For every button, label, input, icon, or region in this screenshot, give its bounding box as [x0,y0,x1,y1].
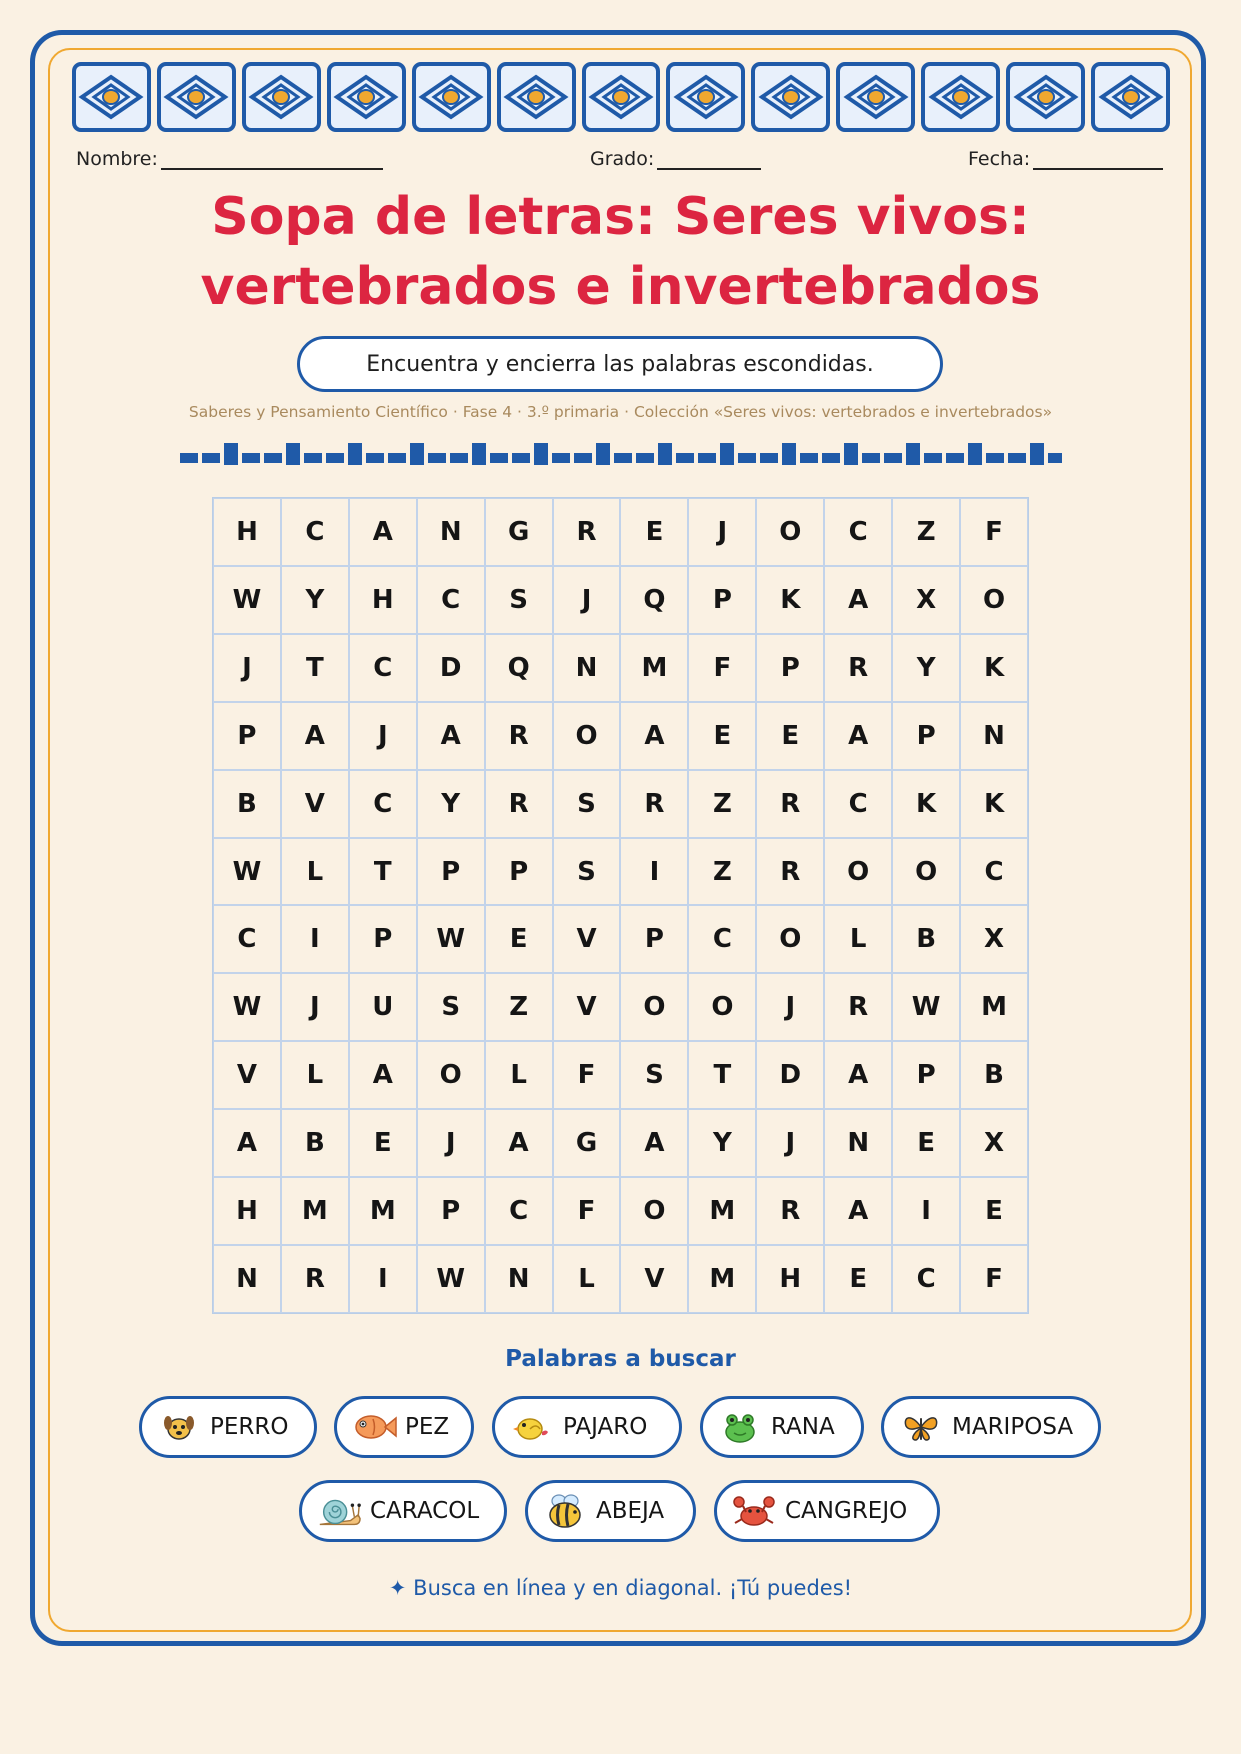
grid-cell[interactable]: I [349,1245,417,1313]
grid-cell[interactable]: N [824,1109,892,1177]
grid-cell[interactable]: L [485,1041,553,1109]
grid-cell[interactable]: C [688,905,756,973]
grid-cell[interactable]: E [620,498,688,566]
grid-cell[interactable]: P [756,634,824,702]
grade-line [657,150,761,170]
grid-cell[interactable]: Y [688,1109,756,1177]
diamond-tile-icon [1006,62,1085,132]
grid-cell[interactable]: H [213,498,281,566]
grid-cell[interactable]: D [417,634,485,702]
grid-cell[interactable]: R [281,1245,349,1313]
grid-cell[interactable]: R [620,770,688,838]
grid-cell[interactable]: R [485,770,553,838]
diamond-tile-icon [242,62,321,132]
diamond-tile-icon [327,62,406,132]
grid-cell[interactable]: J [688,498,756,566]
grid-cell[interactable]: Y [417,770,485,838]
grid-cell[interactable]: U [349,973,417,1041]
word-label: PAJARO [563,1414,648,1440]
grid-cell[interactable]: R [485,702,553,770]
grid-cell[interactable]: E [756,702,824,770]
grid-cell[interactable]: W [213,973,281,1041]
grid-cell[interactable]: J [213,634,281,702]
word-label: ABEJA [596,1498,665,1524]
grid-cell[interactable]: N [213,1245,281,1313]
grid-cell[interactable]: L [824,905,892,973]
diamond-tile-icon [582,62,661,132]
grid-cell[interactable]: A [824,1041,892,1109]
diamond-tile-icon [157,62,236,132]
grid-cell[interactable]: V [553,905,621,973]
grid-cell[interactable]: P [213,702,281,770]
grid-cell[interactable]: B [281,1109,349,1177]
word-search-grid [212,497,1029,1314]
word-chip-mariposa [881,1396,1101,1458]
grid-cell[interactable]: A [213,1109,281,1177]
grid-cell[interactable]: E [485,905,553,973]
grid-cell[interactable]: D [756,1041,824,1109]
grid-cell[interactable]: J [756,973,824,1041]
grid-cell[interactable]: J [756,1109,824,1177]
instruction-pill [297,336,943,392]
grid-cell[interactable]: V [213,1041,281,1109]
footer-note: ✦ Busca en línea y en diagonal. ¡Tú puedes! [388,1576,853,1600]
grid-cell[interactable]: W [213,838,281,906]
grid-cell[interactable]: C [281,498,349,566]
grid-cell[interactable]: B [213,770,281,838]
snail-icon [316,1488,362,1534]
grid-cell[interactable]: C [824,770,892,838]
grid-cell[interactable]: V [620,1245,688,1313]
grid-cell[interactable]: C [960,838,1028,906]
diamond-tile-icon [497,62,576,132]
grid-cell[interactable]: O [960,566,1028,634]
grid-cell[interactable]: M [688,1177,756,1245]
grid-cell[interactable]: Z [688,770,756,838]
grid-cell[interactable]: Y [281,566,349,634]
grid-cell[interactable]: Z [688,838,756,906]
word-chip-cangrejo [714,1480,940,1542]
dog-icon [156,1404,202,1450]
grid-cell[interactable]: Q [485,634,553,702]
grid-cell[interactable]: C [349,770,417,838]
grid-cell[interactable]: H [213,1177,281,1245]
grid-cell[interactable]: F [688,634,756,702]
grid-cell[interactable]: S [485,566,553,634]
grid-cell[interactable]: O [417,1041,485,1109]
grid-cell[interactable]: I [620,838,688,906]
word-label: MARIPOSA [952,1414,1074,1440]
grid-cell[interactable]: Q [620,566,688,634]
butterfly-icon [898,1404,944,1450]
word-chip-caracol [299,1480,507,1542]
grid-cell[interactable]: J [553,566,621,634]
grade-field[interactable] [590,148,761,170]
grid-cell[interactable]: M [620,634,688,702]
bird-icon [509,1404,555,1450]
frog-icon [717,1404,763,1450]
name-line [161,150,383,170]
name-label: Nombre: [76,148,158,170]
grid-cell[interactable]: A [824,702,892,770]
grid-cell[interactable]: S [620,1041,688,1109]
word-chip-perro [139,1396,317,1458]
word-chip-rana [700,1396,864,1458]
grid-cell[interactable]: T [688,1041,756,1109]
grid-cell[interactable]: G [485,498,553,566]
word-label: CANGREJO [785,1498,908,1524]
word-chip-pajaro [492,1396,682,1458]
grid-cell[interactable]: P [417,1177,485,1245]
date-label: Fecha: [968,148,1031,170]
word-label: RANA [771,1414,835,1440]
word-label: PEZ [405,1414,450,1440]
grid-cell[interactable]: M [281,1177,349,1245]
grid-cell[interactable]: W [417,905,485,973]
grid-cell[interactable]: M [960,973,1028,1041]
grid-cell[interactable]: B [892,905,960,973]
word-chip-pez [334,1396,474,1458]
grid-cell[interactable]: C [892,1245,960,1313]
word-label: CARACOL [370,1498,480,1524]
grid-cell[interactable]: N [553,634,621,702]
grid-cell[interactable]: X [892,566,960,634]
grid-cell[interactable]: O [824,838,892,906]
grid-cell[interactable]: G [553,1109,621,1177]
grid-cell[interactable]: P [892,1041,960,1109]
grid-cell[interactable]: B [960,1041,1028,1109]
grid-cell[interactable]: H [349,566,417,634]
grid-cell[interactable]: I [892,1177,960,1245]
grid-cell[interactable]: O [688,973,756,1041]
grid-cell[interactable]: R [756,1177,824,1245]
grid-cell[interactable]: A [417,702,485,770]
grid-cell[interactable]: O [620,973,688,1041]
grid-cell[interactable]: R [553,498,621,566]
grid-cell[interactable]: H [756,1245,824,1313]
grid-cell[interactable]: O [756,498,824,566]
grid-cell[interactable]: S [553,838,621,906]
instruction-text: Encuentra y encierra las palabras escondidas. [366,351,874,377]
grid-cell[interactable]: C [485,1177,553,1245]
grid-cell[interactable]: O [756,905,824,973]
checker-stripe [180,441,1062,469]
grid-cell[interactable]: W [892,973,960,1041]
grid-cell[interactable]: R [824,634,892,702]
grid-cell[interactable]: E [892,1109,960,1177]
grid-cell[interactable]: O [553,702,621,770]
grid-cell[interactable]: R [756,770,824,838]
grid-cell[interactable]: K [756,566,824,634]
grid-cell[interactable]: L [281,1041,349,1109]
grid-cell[interactable]: E [960,1177,1028,1245]
grid-cell[interactable]: M [688,1245,756,1313]
collection-note: Saberes y Pensamiento Científico · Fase 4 · 3.º primaria · Colección «Seres vivos: vertebrados e invertebrados» [188,403,1053,421]
grid-cell[interactable]: A [620,1109,688,1177]
diamond-tile-icon [72,62,151,132]
grade-label: Grado: [590,148,655,170]
grid-cell[interactable]: C [417,566,485,634]
grid-cell[interactable]: K [892,770,960,838]
grid-cell[interactable]: T [349,838,417,906]
grid-cell[interactable]: N [417,498,485,566]
page-title: Sopa de letras: Seres vivos: vertebrados e invertebrados [200,187,1041,317]
diamond-tile-icon [836,62,915,132]
grid-cell[interactable]: E [688,702,756,770]
grid-cell[interactable]: C [349,634,417,702]
grid-cell[interactable]: J [349,702,417,770]
grid-cell[interactable]: A [349,498,417,566]
grid-cell[interactable]: N [960,702,1028,770]
bee-icon [542,1488,588,1534]
crab-icon [731,1488,777,1534]
grid-cell[interactable]: E [824,1245,892,1313]
word-label: PERRO [210,1414,289,1440]
grid-cell[interactable]: F [960,498,1028,566]
grid-cell[interactable]: P [892,702,960,770]
student-info-fields [76,148,1166,176]
grid-cell[interactable]: F [553,1177,621,1245]
grid-cell[interactable]: A [620,702,688,770]
grid-cell[interactable]: S [553,770,621,838]
grid-cell[interactable]: A [349,1041,417,1109]
grid-cell[interactable]: Z [892,498,960,566]
diamond-tile-icon [751,62,830,132]
grid-cell[interactable]: S [417,973,485,1041]
grid-cell[interactable]: R [756,838,824,906]
date-field[interactable] [968,148,1163,170]
grid-cell[interactable]: P [620,905,688,973]
grid-cell[interactable]: A [281,702,349,770]
grid-cell[interactable]: K [960,634,1028,702]
grid-cell[interactable]: J [417,1109,485,1177]
grid-cell[interactable]: I [281,905,349,973]
grid-cell[interactable]: P [349,905,417,973]
grid-cell[interactable]: K [960,770,1028,838]
grid-cell[interactable]: C [824,498,892,566]
diamond-tile-icon [1091,62,1170,132]
decorative-tile-row [72,62,1170,132]
grid-cell[interactable]: E [349,1109,417,1177]
grid-cell[interactable]: P [688,566,756,634]
grid-cell[interactable]: O [620,1177,688,1245]
grid-cell[interactable]: A [824,1177,892,1245]
grid-cell[interactable]: O [892,838,960,906]
name-field[interactable] [76,148,383,170]
grid-cell[interactable]: L [553,1245,621,1313]
diamond-tile-icon [412,62,491,132]
words-title: Palabras a buscar [505,1346,736,1372]
grid-cell[interactable]: W [213,566,281,634]
diamond-tile-icon [921,62,1000,132]
grid-cell[interactable]: X [960,905,1028,973]
grid-cell[interactable]: P [485,838,553,906]
grid-cell[interactable]: R [824,973,892,1041]
grid-cell[interactable]: N [485,1245,553,1313]
grid-cell[interactable]: P [417,838,485,906]
grid-cell[interactable]: W [417,1245,485,1313]
grid-cell[interactable]: C [213,905,281,973]
grid-cell[interactable]: M [349,1177,417,1245]
grid-cell[interactable]: L [281,838,349,906]
diamond-tile-icon [666,62,745,132]
grid-cell[interactable]: A [485,1109,553,1177]
grid-cell[interactable]: V [281,770,349,838]
word-chip-abeja [525,1480,696,1542]
grid-cell[interactable]: J [281,973,349,1041]
grid-cell[interactable]: F [960,1245,1028,1313]
grid-cell[interactable]: T [281,634,349,702]
grid-cell[interactable]: A [824,566,892,634]
grid-cell[interactable]: Y [892,634,960,702]
grid-cell[interactable]: F [553,1041,621,1109]
date-line [1033,150,1163,170]
grid-cell[interactable]: Z [485,973,553,1041]
fish-icon [351,1404,397,1450]
grid-cell[interactable]: X [960,1109,1028,1177]
grid-cell[interactable]: V [553,973,621,1041]
